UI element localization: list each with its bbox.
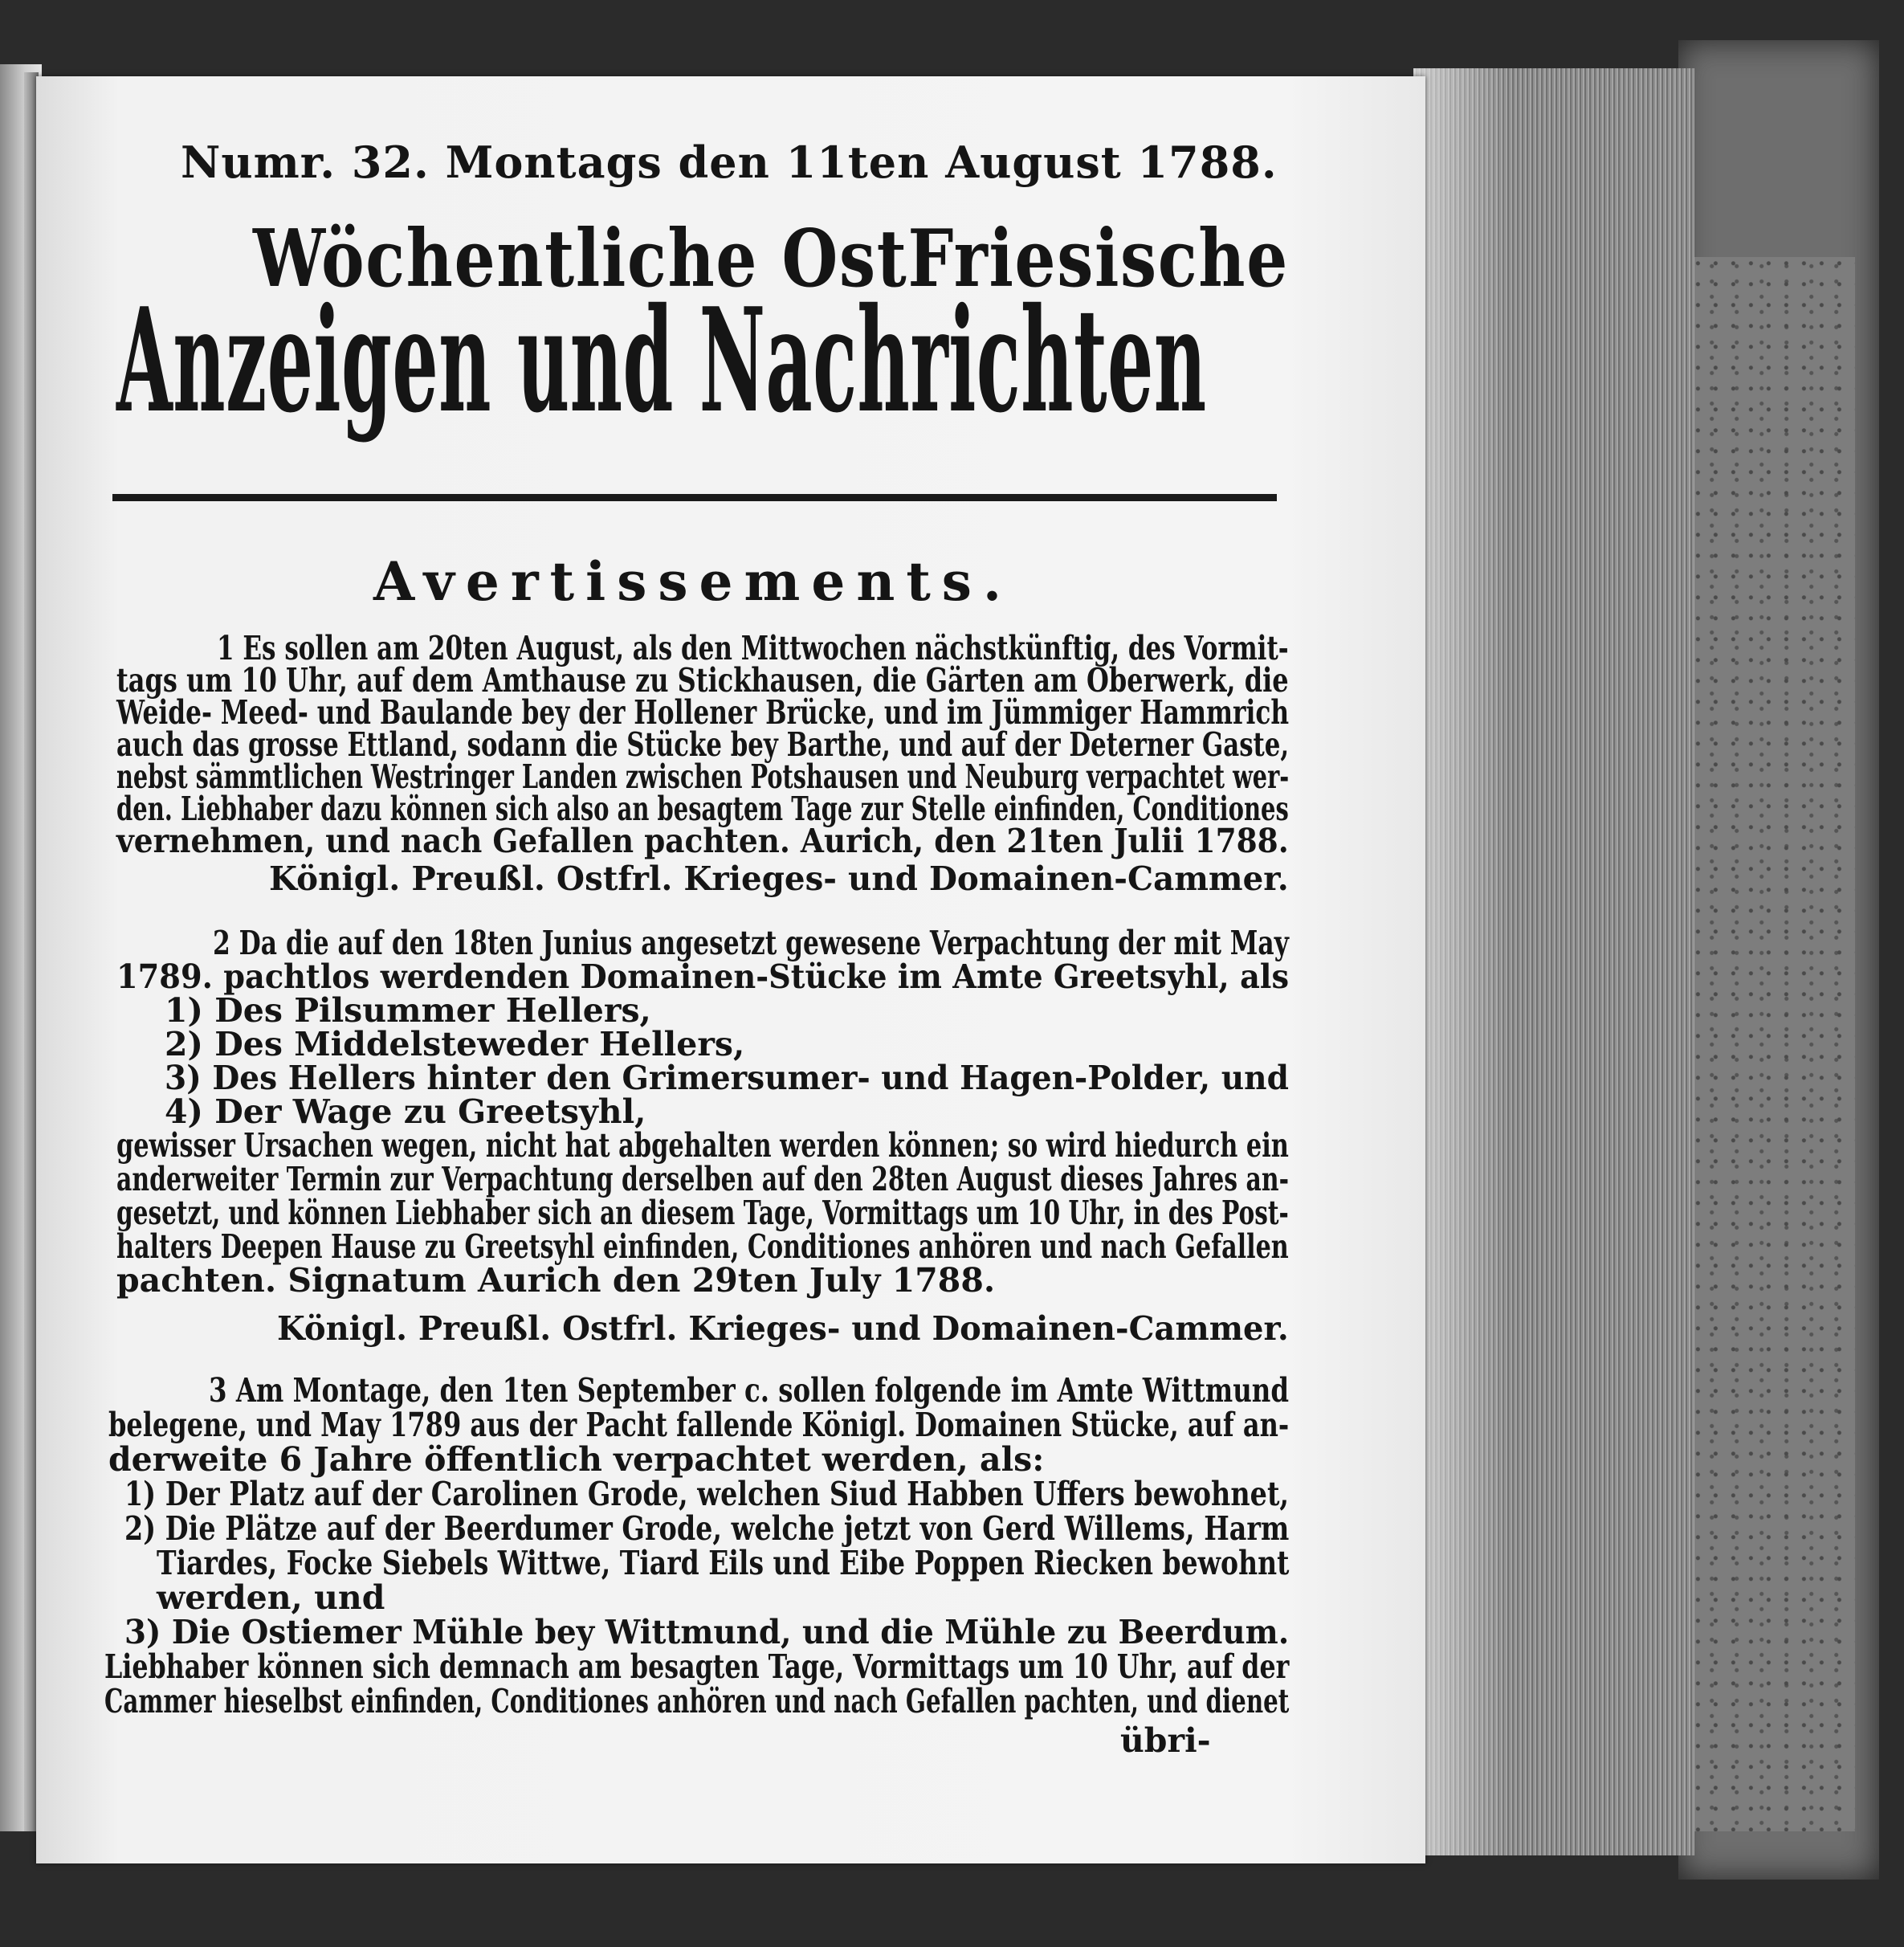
notice2-line: halters Deepen Hause zu Greetsyhl einfinden, Conditiones anhören und nach Gefallen <box>116 1227 1289 1266</box>
notice3-line: belegene, und May 1789 aus der Pacht fallende Königl. Domainen Stücke, auf an- <box>108 1406 1290 1444</box>
notice2-line: anderweiter Termin zur Verpachtung derselben auf den 28ten August dieses Jahres an- <box>116 1160 1289 1198</box>
notice2-line: pachten. Signatum Aurich den 29ten July 1788. <box>116 1261 996 1300</box>
notice2-line: 2 Da die auf den 18ten Junius angesetzt gewesene Verpachtung der mit May <box>213 924 1289 962</box>
notice2-item: 1) Des Pilsummer Hellers, <box>165 991 651 1030</box>
notice3-item: werden, und <box>157 1578 385 1617</box>
masthead-rule <box>112 494 1277 501</box>
page-edge-shadow <box>1413 68 1510 1855</box>
notice2-line: gewisser Ursachen wegen, nicht hat abgehalten werden können; so wird hiedurch ein <box>116 1126 1289 1165</box>
cover-marbling <box>1694 257 1855 1831</box>
issue-line: Numr. 32. Montags den 11ten August 1788. <box>181 137 1278 188</box>
notice3-line: Liebhaber können sich demnach am besagten Tage, Vormittags um 10 Uhr, auf der <box>104 1647 1290 1686</box>
notice1-line: auch das grosse Ettland, sodann die Stücke bey Barthe, und auf der Deterner Gaste, <box>116 725 1290 764</box>
notice3-item: 2) Die Plätze auf der Beerdumer Grode, welche jetzt von Gerd Willems, Harm <box>124 1509 1290 1548</box>
notice3-line: derweite 6 Jahre öffentlich verpachtet werden, als: <box>108 1440 1045 1479</box>
notice2-item: 3) Des Hellers hinter den Grimersumer- und Hagen-Polder, und <box>165 1059 1289 1097</box>
masthead-line-1: Wöchentliche OstFriesische <box>253 213 1289 305</box>
notice2-signature: Königl. Preußl. Ostfrl. Krieges- und Domainen-Cammer. <box>277 1309 1289 1348</box>
notice1-line: nebst sämmtlichen Westringer Landen zwischen Potshausen und Neuburg verpachtet wer- <box>116 757 1290 796</box>
notice2-line: 1789. pachtlos werdenden Domainen-Stücke im Amte Greetsyhl, als <box>116 957 1290 996</box>
notice1-line: vernehmen, und nach Gefallen pachten. Aurich, den 21ten Julii 1788. <box>116 822 1289 860</box>
notice3-item: 1) Der Platz auf der Carolinen Grode, welchen Siud Habben Uffers bewohnet, <box>124 1475 1290 1513</box>
notice3-line: Cammer hieselbst einfinden, Conditiones anhören und nach Gefallen pachten, und dienet <box>104 1682 1290 1720</box>
notice1-signature: Königl. Preußl. Ostfrl. Krieges- und Domainen-Cammer. <box>269 859 1289 898</box>
notice3-item: Tiardes, Focke Siebels Wittwe, Tiard Eils und Eibe Poppen Riecken bewohnt <box>157 1544 1290 1582</box>
notice3-item: 3) Die Ostiemer Mühle bey Wittmund, und die Mühle zu Beerdum. <box>124 1613 1290 1651</box>
notice2-line: gesetzt, und können Liebhaber sich an diesem Tage, Vormittags um 10 Uhr, in des Post- <box>116 1194 1289 1232</box>
newspaper-page <box>36 76 1425 1863</box>
notice1-line: tags um 10 Uhr, auf dem Amthause zu Stickhausen, die Gärten am Oberwerk, die <box>116 661 1289 700</box>
notice1-line: Weide- Meed- und Baulande bey der Hollener Brücke, und im Jümmiger Hammrich <box>116 693 1290 732</box>
notice1-line: 1 Es sollen am 20ten August, als den Mittwochen nächstkünftig, des Vormit- <box>217 629 1289 667</box>
notice3-line: 3 Am Montage, den 1ten September c. sollen folgende im Amte Wittmund <box>209 1371 1290 1410</box>
section-title: Avertissements. <box>373 550 1013 613</box>
masthead-line-2: Anzeigen und Nachrichten <box>116 276 1207 444</box>
notice2-item: 2) Des Middelsteweder Hellers, <box>165 1025 745 1063</box>
catchword: übri- <box>1120 1721 1211 1760</box>
notice1-line: den. Liebhaber dazu können sich also an besagtem Tage zur Stelle einfinden, Conditiones <box>116 790 1289 828</box>
notice2-item: 4) Der Wage zu Greetsyhl, <box>165 1092 646 1131</box>
